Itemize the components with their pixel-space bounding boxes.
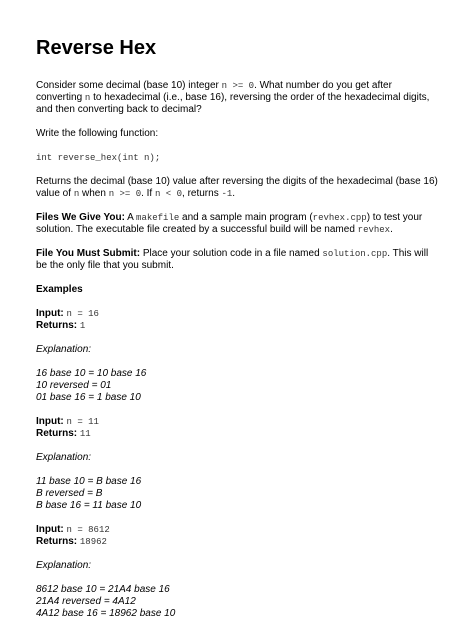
function-signature: int reverse_hex(int n);: [36, 153, 161, 163]
example-returns: [36, 320, 438, 332]
explanation-label: Explanation:: [36, 452, 92, 463]
write-prompt: Write the following function:: [36, 128, 159, 139]
example-block: [36, 416, 438, 512]
returns-code-4: -1: [221, 189, 233, 199]
files-submit-text-2: . This will be the only file that you submit.: [36, 248, 429, 271]
returns-value: 18962: [79, 537, 107, 547]
example-returns: [36, 428, 438, 440]
input-label: Input:: [36, 524, 64, 535]
returns-label: Returns:: [36, 428, 78, 439]
returns-paragraph: [36, 176, 438, 200]
explanation-line: 11 base 10 = B base 16: [36, 476, 142, 487]
files-given-text-3: ) to test your solution. The executable file created by a successful build will be named: [36, 212, 423, 235]
input-value: n = 16: [66, 309, 99, 319]
files-given-text-1: A: [124, 212, 137, 223]
intro-code-1: n >= 0: [221, 81, 255, 91]
files-given-code-1: makefile: [136, 213, 180, 223]
files-given-code-2: revhex.cpp: [312, 213, 367, 223]
intro-text-3: to hexadecimal (i.e., base 16), reversing the order of the hexadecimal digits, and then converting back to decimal?: [36, 92, 430, 115]
returns-text-5: .: [232, 188, 236, 199]
returns-code-2: n >= 0: [108, 189, 142, 199]
returns-label: Returns:: [36, 536, 78, 547]
files-given-paragraph: [36, 212, 438, 236]
explanation-line: 4A12 base 16 = 18962 base 10: [36, 608, 176, 619]
example-input: [36, 524, 438, 536]
explanation-line: B reversed = B: [36, 488, 103, 499]
input-value: n = 11: [66, 417, 99, 427]
returns-code-1: n: [73, 189, 80, 199]
examples-heading: Examples: [36, 284, 83, 295]
files-submit-label: File You Must Submit:: [36, 248, 141, 259]
example-block: [36, 308, 438, 404]
files-given-text-2: and a sample main program (: [179, 212, 313, 223]
explanation-line: 10 reversed = 01: [36, 380, 112, 391]
explanation-line: 21A4 reversed = 4A12: [36, 596, 136, 607]
returns-value: 11: [79, 429, 91, 439]
explanation-line: B base 16 = 11 base 10: [36, 500, 142, 511]
files-submit-paragraph: [36, 248, 438, 272]
page-title: Reverse Hex: [36, 37, 157, 59]
returns-label: Returns:: [36, 320, 78, 331]
returns-value: 1: [79, 321, 86, 331]
explanation-label: Explanation:: [36, 560, 92, 571]
files-given-text-4: .: [390, 224, 393, 235]
intro-text-2: . What number do you get after converting: [36, 80, 392, 103]
explanation-line: 01 base 16 = 1 base 10: [36, 392, 141, 403]
example-block: [36, 524, 438, 620]
returns-text-1: Returns the decimal (base 10) value after reversing the digits of the hexadecimal (base 16) value of: [36, 176, 438, 199]
input-value: n = 8612: [66, 525, 110, 535]
files-given-code-3: revhex: [357, 225, 391, 235]
example-input: [36, 416, 438, 428]
returns-text-3: . If: [141, 188, 155, 199]
files-submit-code-1: solution.cpp: [322, 249, 388, 259]
explanation-label: Explanation:: [36, 344, 92, 355]
returns-text-4: , returns: [182, 188, 222, 199]
intro-paragraph: [36, 80, 438, 116]
returns-code-3: n < 0: [155, 189, 183, 199]
intro-code-2: n: [84, 93, 91, 103]
files-given-label: Files We Give You:: [36, 212, 125, 223]
explanation-line: 16 base 10 = 10 base 16: [36, 368, 147, 379]
example-returns: [36, 536, 438, 548]
input-label: Input:: [36, 308, 64, 319]
explanation-line: 8612 base 10 = 21A4 base 16: [36, 584, 170, 595]
input-label: Input:: [36, 416, 64, 427]
files-submit-text-1: Place your solution code in a file named: [140, 248, 323, 259]
example-input: [36, 308, 438, 320]
intro-text-1: Consider some decimal (base 10) integer: [36, 80, 222, 91]
returns-text-2: when: [79, 188, 109, 199]
